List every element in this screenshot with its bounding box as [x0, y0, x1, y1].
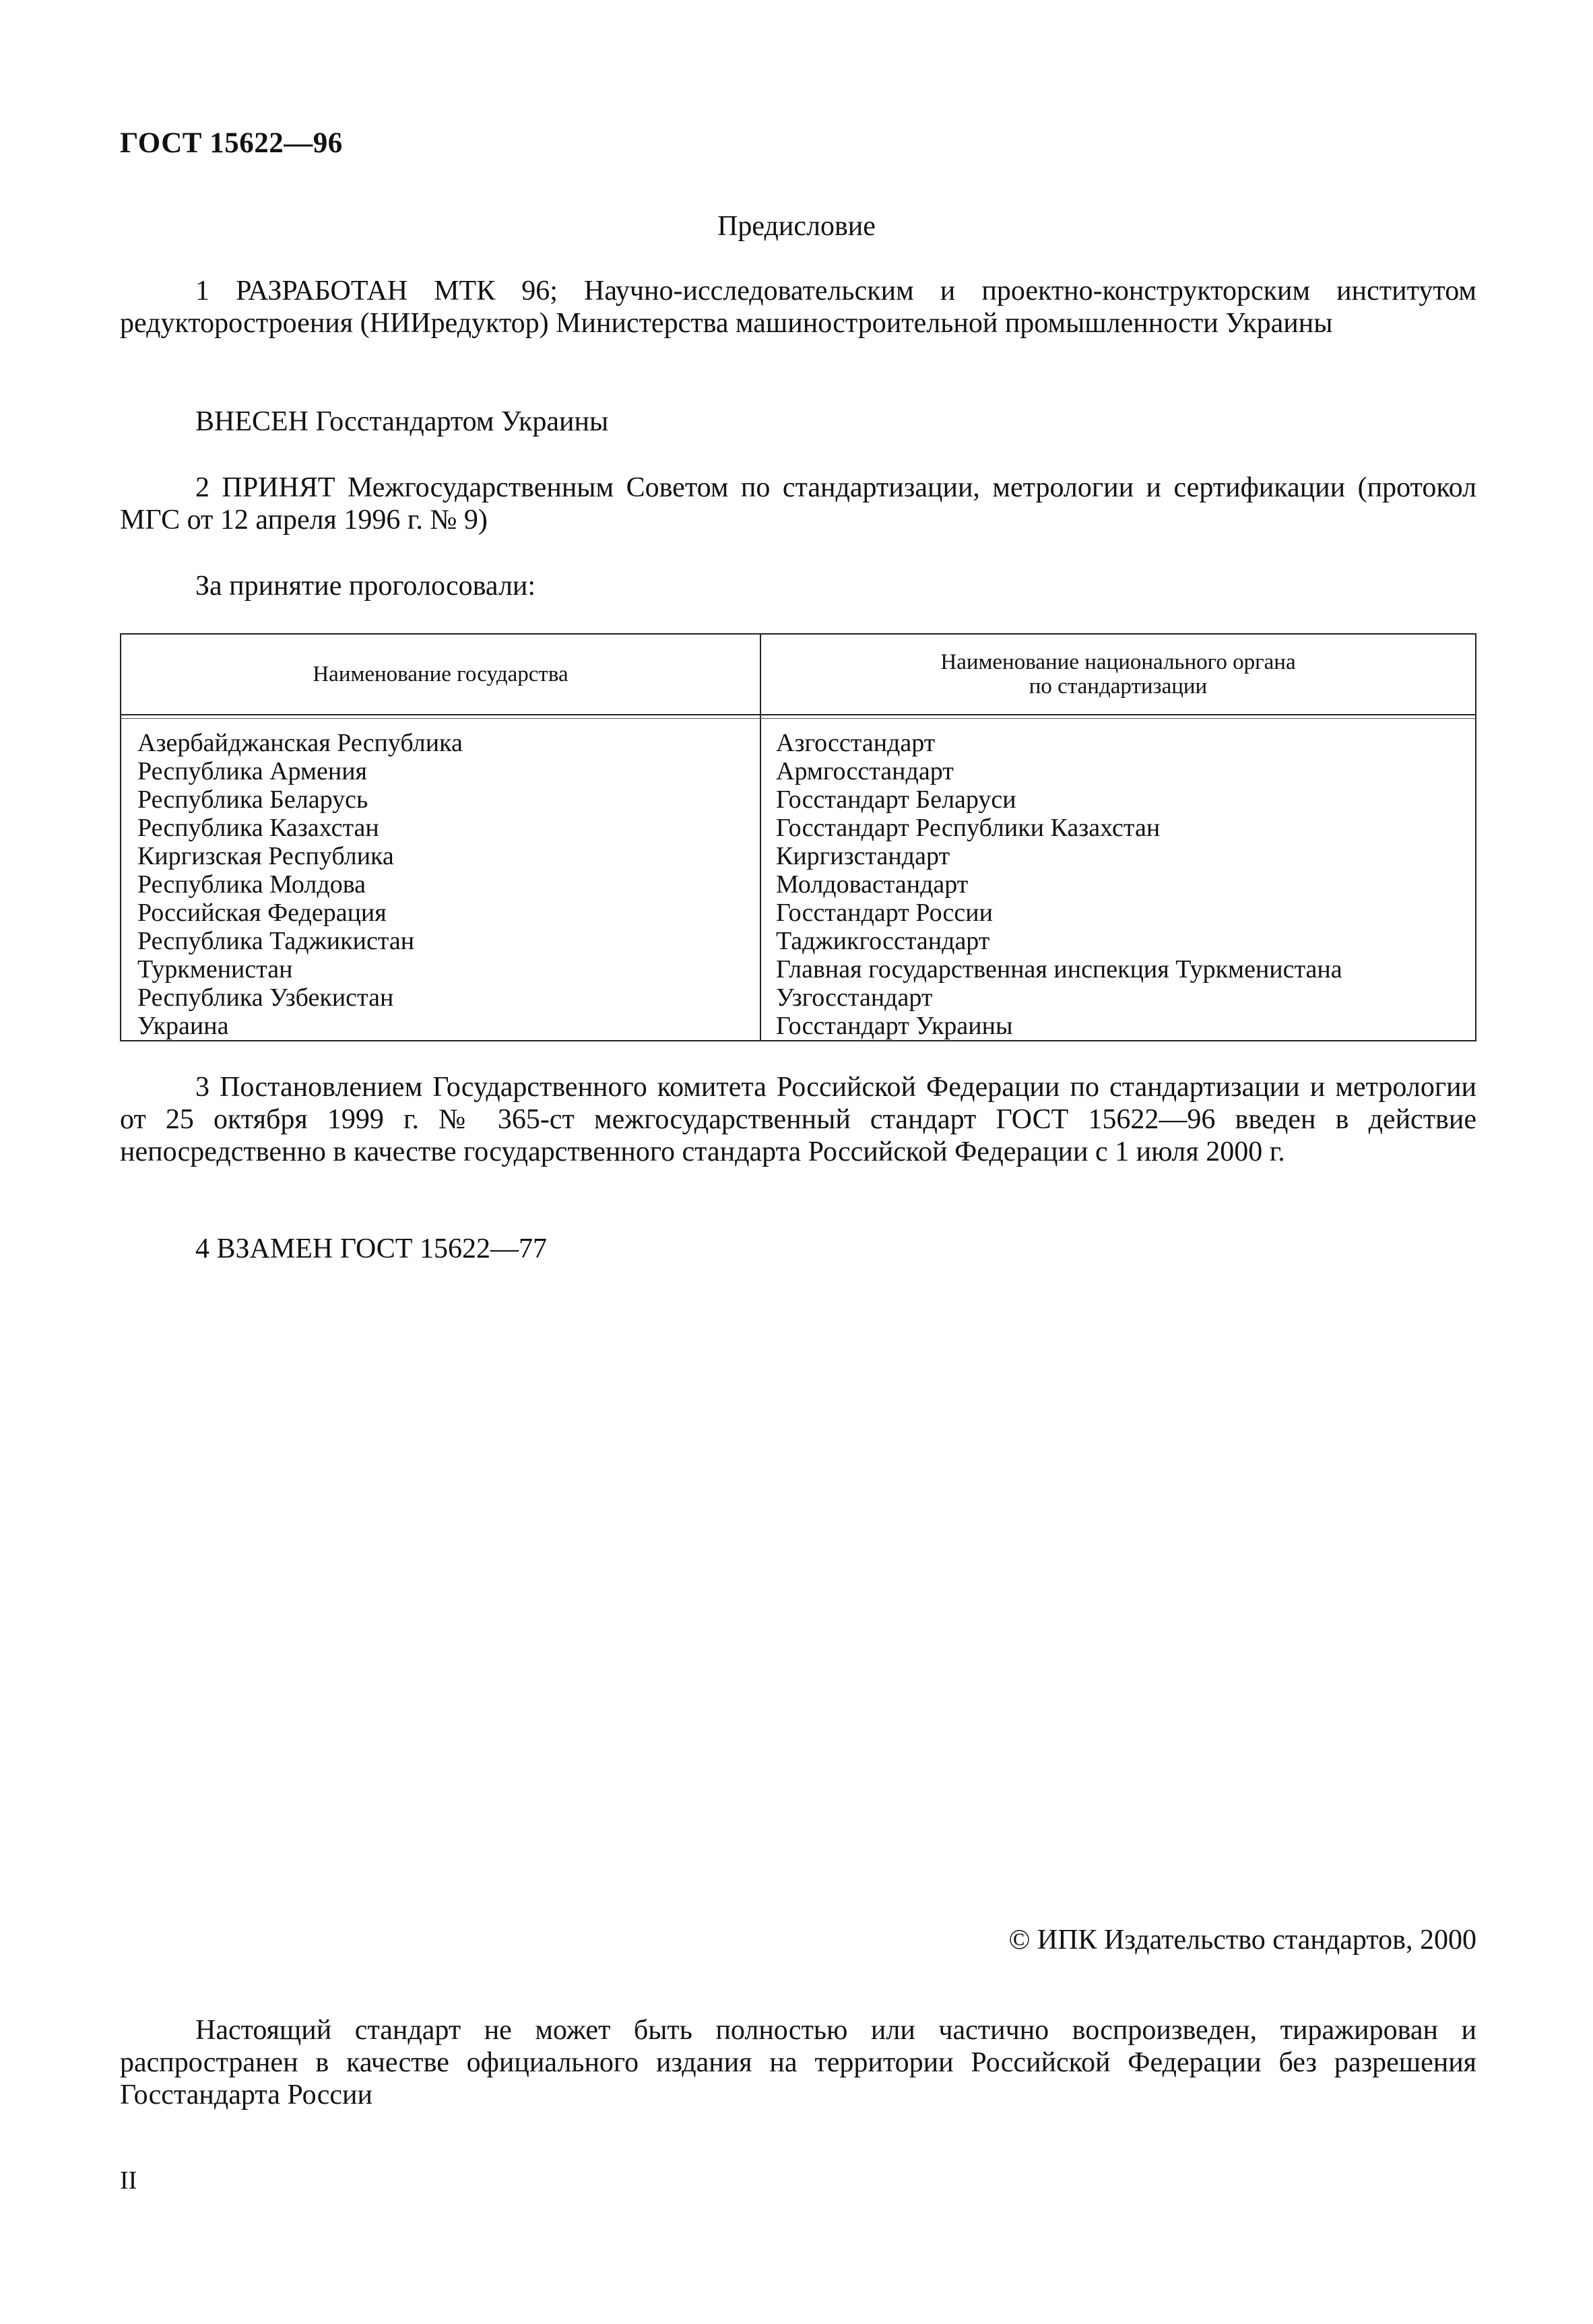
table-cell-organization: Киргизстандарт [776, 842, 950, 870]
table-cell-state: Республика Таджикистан [137, 927, 415, 955]
table-cell-organization: Армгосстандарт [776, 757, 954, 785]
table-cell-state: Республика Узбекистан [137, 983, 394, 1012]
voted-intro: За принятие проголосовали: [195, 571, 536, 602]
table-cell-state: Республика Казахстан [137, 814, 379, 842]
table-cell-organization: Азгосстандарт [776, 729, 936, 757]
table-cell-state: Туркменистан [137, 955, 293, 983]
table-cell-organization: Госстандарт Украины [776, 1012, 1013, 1040]
table-cell-state: Республика Беларусь [137, 785, 368, 814]
preface-introduced: ВНЕСЕН Госстандартом Украины [195, 406, 609, 437]
preface-item-2: 2 ПРИНЯТ Межгосударственным Советом по стандартизации, метрологии и сертификации (протокол МГС от 12 апреля 1996 г. № 9) [120, 472, 1476, 536]
reproduction-notice: Настоящий стандарт не может быть полностью или частично воспроизведен, тиражирован и распространен в качестве официального издания на территории Российской Федерации без разрешения Госстандарта России [120, 2015, 1476, 2110]
table-column-organizations [776, 729, 1470, 1040]
table-cell-state: Республика Армения [137, 757, 368, 785]
table-header-divider-double [121, 718, 1475, 719]
table-cell-state: Украина [137, 1012, 229, 1040]
table-cell-organization: Госстандарт России [776, 899, 993, 927]
table-cell-state: Республика Молдова [137, 870, 366, 899]
item-3: 3 Постановлением Государственного комитета Российской Федерации по стандартизации и метрологии от 25 октября 1999 г. № 365-ст межгосударственный стандарт ГОСТ 15622—96 введен в действие непосредственно в качестве государственного стандарта Российской Федерации с 1 июля 2000 г. [120, 1072, 1476, 1167]
table-cell-organization: Главная государственная инспекция Туркменистана [776, 955, 1342, 983]
table-cell-organization: Узгосстандарт [776, 983, 933, 1012]
item-4: 4 ВЗАМЕН ГОСТ 15622—77 [195, 1233, 547, 1264]
table-cell-state: Российская Федерация [137, 899, 387, 927]
table-cell-organization: Госстандарт Республики Казахстан [776, 814, 1161, 842]
table-column-states [137, 729, 750, 1040]
page-number: II [120, 2166, 137, 2195]
table-header-state: Наименование государства [313, 662, 568, 686]
table-cell-organization: Госстандарт Беларуси [776, 785, 1016, 814]
voting-table [120, 633, 1476, 1041]
table-header-divider [121, 714, 1475, 715]
preface-item-1: 1 РАЗРАБОТАН МТК 96; Научно-исследовательским и проектно-конструкторским институтом редукторостроения (НИИредуктор) Министерства машиностроительной промышленности Украины [120, 276, 1476, 339]
table-cell-state: Азербайджанская Республика [137, 729, 463, 757]
table-cell-organization: Молдовастандарт [776, 870, 969, 899]
document-code: ГОСТ 15622—96 [120, 127, 343, 159]
preface-title: Предисловие [717, 211, 876, 242]
table-cell-organization: Таджикгосстандарт [776, 927, 990, 955]
table-cell-state: Киргизская Республика [137, 842, 394, 870]
table-header-organization: Наименование национального органа по стандартизации [940, 650, 1296, 699]
copyright: © ИПК Издательство стандартов, 2000 [1008, 1925, 1476, 1956]
